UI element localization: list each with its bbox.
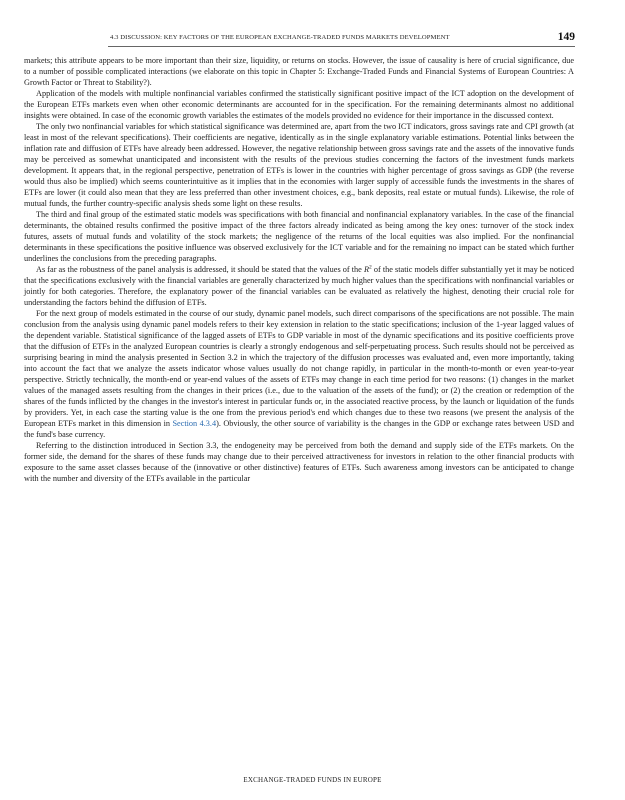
paragraph-text: ). Obviously, the other source of variability is the changes in the GDP or exchange rates between USD and the fund's base currency. <box>24 419 574 439</box>
running-head: 4.3 DISCUSSION: KEY FACTORS OF THE EUROPEAN EXCHANGE-TRADED FUNDS MARKETS DEVELOPMENT <box>110 34 450 41</box>
r-squared-symbol: R <box>363 265 369 274</box>
paragraph: Referring to the distinction introduced in Section 3.3, the endogeneity may be perceived from both the demand and supply side of the ETFs markets. On the former side, the demand for the shares of these funds may change due to their perceived attractiveness for investors in relation to the other financial products with exposure to the same asset classes because of the (innovative or other distinctive) features of ETFs. Such awareness among investors can be anticipated to change with the number and diversity of the ETFs available in the particular <box>24 441 574 483</box>
paragraph <box>24 264 574 308</box>
paragraph: The only two nonfinancial variables for which statistical significance was determined are, apart from the two ICT indicators, gross savings rate and CPI growth (at least in most of the relevant specifications). Their coefficients are negative, identically as in the single explanatory variable estimations. Potential links between the inflation rate and diffusion of ETFs have already been addressed. However, the negative relationship between gross savings rate and the assets of the innovative funds may be perceived as somewhat unanticipated and inconsistent with the results of the previous studies concerning the factors of the investment funds markets development. It appears that, in the regional perspective, penetration of ETFs is lower in the countries with higher percentage of gross savings as GDP (the reverse would thus also be implied) which seems counterintuitive as it implies that in the economies with larger supply of accessible funds the investments in the shares of ETFs are lower (it could also mean that they are less preferred than other investment choices, e.g., bank deposits, real estate or mutual funds). Likewise, the role of mutual funds, the further country-specific analysis sheds some light on these results. <box>24 122 574 208</box>
paragraph-text: As far as the robustness of the panel analysis is addressed, it should be stated that the values of the <box>36 265 364 274</box>
paragraph <box>24 308 574 440</box>
paragraph: The third and final group of the estimated static models was specifications with both financial and nonfinancial explanatory variables. In the case of the financial determinants, the obtained results confirmed the positive impact of the three factors already indicated as being among the key ones: turnover of the stock index futures, assets of mutual funds and volatility of the stock markets; the negligence of the returns of the local equities was also implied. For the nonfinancial determinants in these specifications the positive influence was observed exclusively for the ICT variable and for the remaining no impact can be stated which further underlines the conclusions from the preceding paragraphs. <box>24 210 574 263</box>
paragraph: markets; this attribute appears to be more important than their size, liquidity, or returns on stocks. However, the issue of causality is here of crucial significance, due to a number of possible complicated interactions (we elaborate on this topic in Chapter 5: Exchange-Traded Funds and Financial Systems of European Countries: A Growth Factor or Threat to Stability?). <box>24 56 574 87</box>
header-rule <box>108 46 575 47</box>
page-number: 149 <box>557 31 575 43</box>
page-header <box>0 32 625 48</box>
paragraph-text: of the static models differ substantially yet it may be noticed that the specifications exclusively with the financial variables are generally characterized by much higher values than the specifications with nonfinancial variables or jointly for both categories. Therefore, the explanatory power of the financial variables can be evaluated as relatively the highest, denoting their crucial role for understanding the factors behind the diffusion of ETFs. <box>24 265 574 307</box>
section-link[interactable]: Section 4.3.4 <box>172 419 217 428</box>
paragraph: Application of the models with multiple nonfinancial variables confirmed the statistically significant positive impact of the ICT adoption on the development of the European ETFs markets even when other economic determinants are accounted for in the specification. For the remaining determinants almost no additional insights were obtained. In case of the economic growth variables the estimates of the models provided no evidence for their importance in the discussed context. <box>24 89 574 120</box>
body-text <box>24 55 574 484</box>
paragraph-text: For the next group of models estimated in the course of our study, dynamic panel models, such direct comparisons of the specifications are not possible. The main conclusion from the analysis using dynamic panel models refers to their key extension in relation to the static specifications; inclusion of the 1-year lagged values of the dependent variable. Statistical significance of the lagged assets of ETFs to GDP variable in most of the dynamic specifications and its positive coefficients prove that the diffusion of ETFs in the analyzed European countries is clearly a strongly endogenous and self-perpetuating process. Such results should not be perceived as surprising bearing in mind the analysis presented in Section 3.2 in which the trajectory of the diffusion processes was evaluated and, even more importantly, taking into account the fact that we analyze the assets indicator whose values usually do not change rapidly, in particular in the month-to-month or even year-to-year perspective. Strictly technically, the month-end or year-end values of the assets of ETFs may change in each time period for two reasons: (1) changes in the market values of the managed assets resulting from the changes in their prices (i.e., due to the valuation of the assets of the fund); or (2) the creation or redemption of the shares of the funds inflicted by the changes in the investor's interest in particular funds or, in the associated reactive process, by the launch or liquidation of the funds by providers. Yet, in each case the starting value is the one from the previous period's end which changes due to these two reasons (we present the analysis of the European ETFs market in this dimension in <box>24 309 574 428</box>
superscript: 2 <box>369 264 372 271</box>
page-footer: EXCHANGE-TRADED FUNDS IN EUROPE <box>243 776 382 784</box>
